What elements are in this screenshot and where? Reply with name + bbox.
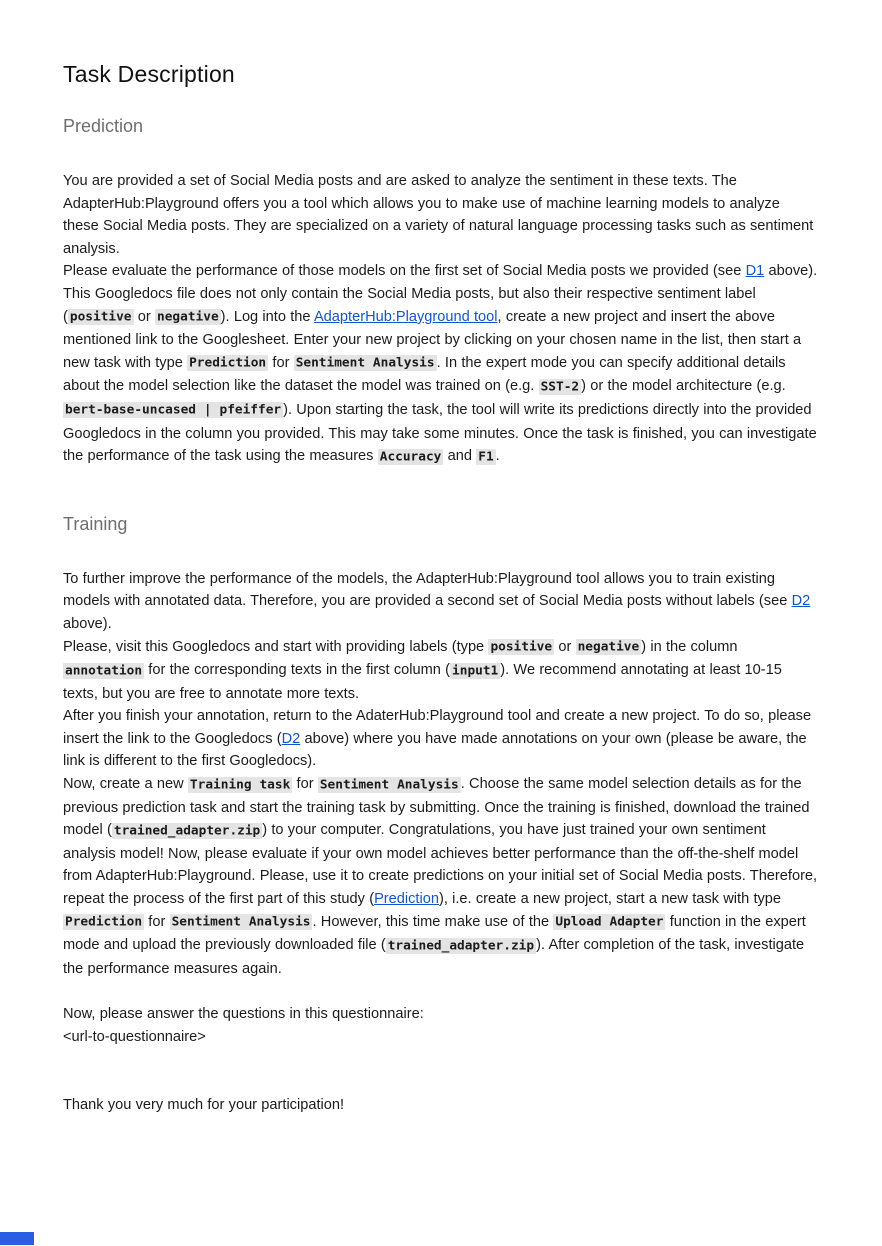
paragraph [63, 170, 819, 260]
code-span: trained_adapter.zip [387, 938, 535, 954]
text-run: . Choose the same model selection details as for the previous prediction task and start the training task by submitting. Once the training is finished, download the trained model ( [63, 776, 810, 839]
text-run: above). [63, 615, 112, 632]
questionnaire-url-placeholder: <url-to-questionnaire> [63, 1029, 206, 1045]
text-run: and [443, 448, 477, 465]
thanks-message: Thank you very much for your participation! [63, 1096, 345, 1113]
doc-link[interactable]: D1 [745, 263, 765, 280]
code-span: positive [490, 639, 553, 655]
text-run: ) or the model architecture (e.g. [581, 378, 786, 395]
text-run: To further improve the performance of the models, the AdapterHub:Playground tool allows you to train existing models with annotated data. Therefore, you are provided a second set of Social Media posts without labels (see [63, 570, 792, 610]
code-span: Accuracy [379, 449, 442, 465]
paragraph [63, 705, 819, 773]
section-heading-prediction: Prediction [63, 116, 144, 136]
text-run: . [495, 448, 500, 465]
code-span: SST-2 [540, 379, 580, 395]
section-heading-training: Training [63, 513, 128, 534]
text-run: ), i.e. create a new project, start a new task with type [438, 891, 782, 908]
text-run: or [133, 308, 156, 325]
text-run: above) where you have made annotations on your own (please be aware, the link is different to the first Googledocs). [63, 730, 807, 770]
text-run: for [268, 354, 294, 371]
text-run: ). Upon starting the task, the tool will write its predictions directly into the provided Googledocs in the column you provided. This may take some minutes. Once the task is finished, you can investigate the performance of the task using the measures [63, 401, 817, 465]
text-run: Now, create a new [63, 776, 188, 793]
text-run: or [554, 638, 576, 655]
text-run: ). We recommend annotating at least 10-15 texts, but you are free to annotate more texts. [63, 662, 782, 702]
code-span: Upload Adapter [555, 914, 664, 930]
closing-block [63, 1003, 819, 1116]
code-span: input1 [452, 663, 499, 679]
code-span: Prediction [189, 355, 267, 371]
text-run: for [144, 913, 170, 930]
section-body [63, 170, 819, 469]
text-run: . In the expert mode you can specify additional details about the model selection like the dataset the model was trained on (e.g. [63, 354, 786, 395]
text-run: function in the expert mode and upload the previously downloaded file ( [63, 913, 806, 954]
paragraph [63, 568, 819, 636]
document-sections [63, 115, 819, 980]
doc-link[interactable]: D2 [281, 730, 301, 747]
text-run: You are provided a set of Social Media posts and are asked to analyze the sentiment in these texts. The AdapterHub:Playground offers you a tool which allows you to make use of machine learning models to analyze these Social Media posts. They are specialized on a variety of natural language processing tasks such as sentiment analysis. [63, 173, 814, 257]
doc-link[interactable]: AdapterHub:Playground tool [313, 308, 498, 325]
code-span: Sentiment Analysis [171, 914, 311, 930]
code-span: negative [577, 639, 640, 655]
paragraph [63, 773, 819, 980]
code-span: Prediction [65, 914, 143, 930]
text-run: . However, this time make use of the [312, 913, 554, 930]
code-span: negative [157, 309, 219, 325]
doc-link[interactable]: Prediction [374, 891, 439, 908]
code-span: trained_adapter.zip [113, 823, 261, 839]
code-span: annotation [65, 663, 143, 679]
text-run: ) to your computer. Congratulations, you have just trained your own sentiment analysis model! Now, please evaluate if your own model achieves better performance than the off-the-shelf model from AdapterHub:Playground. Please, use it to create predictions on your initial set of Social Media posts. Therefore, repeat the process of the first part of this study ( [63, 822, 818, 908]
code-span: Sentiment Analysis [295, 355, 435, 371]
text-run: above). This Googledocs file does not only contain the Social Media posts, but also their respective sentiment label ( [63, 263, 818, 325]
section-prediction [63, 115, 819, 469]
paragraph [63, 260, 819, 468]
questionnaire-prompt: Now, please answer the questions in this questionnaire: [63, 1006, 424, 1023]
text-run: , create a new project and insert the above mentioned link to the Googlesheet. Enter your new project by clicking on your chosen name in the list, then start a new task with type [63, 308, 802, 371]
paragraph [63, 636, 819, 706]
code-span: positive [69, 309, 132, 325]
page-title: Task Description [63, 61, 235, 87]
text-run: After you finish your annotation, return to the AdaterHub:Playground tool and create a new project. To do so, please insert the link to the Googledocs ( [63, 708, 812, 747]
text-run: for the corresponding texts in the first column ( [144, 662, 451, 679]
code-span: Sentiment Analysis [319, 777, 459, 793]
text-run: Please, visit this Googledocs and start with providing labels (type [63, 638, 489, 655]
bottom-left-blue-bar [0, 1232, 34, 1245]
text-run: for [292, 776, 318, 793]
section-body [63, 568, 819, 981]
code-span: Training task [189, 777, 291, 793]
section-training [63, 513, 819, 981]
text-run: ) in the column [641, 638, 738, 655]
doc-link[interactable]: D2 [791, 593, 811, 610]
text-run: Please evaluate the performance of those models on the first set of Social Media posts we provided (see [63, 263, 746, 280]
code-span: F1 [478, 449, 494, 465]
text-run: ). After completion of the task, investigate the performance measures again. [63, 937, 805, 977]
code-span: bert-base-uncased | pfeiffer [65, 402, 282, 418]
text-run: ). Log into the [220, 308, 314, 325]
